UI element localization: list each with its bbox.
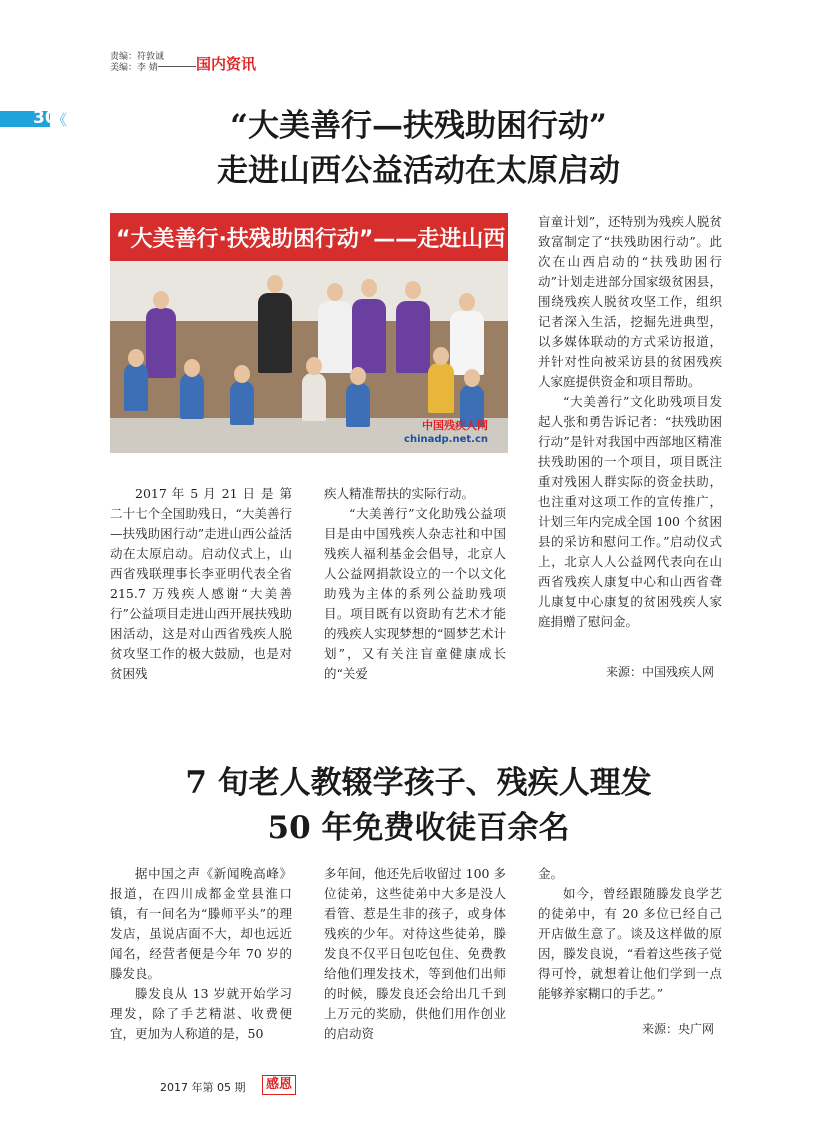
photo-head	[433, 347, 449, 365]
photo-watermark-name: 中国残疾人网	[422, 419, 488, 432]
article2-column2	[324, 864, 506, 1044]
photo-watermark-url: chinadp.net.cn	[404, 434, 488, 445]
photo-child	[346, 383, 370, 427]
article2-column3	[538, 864, 722, 1004]
article1-col3-paragraph: 盲童计划”，还特别为残疾人脱贫致富制定了“扶残助困行动”。此次在山西启动的“扶残助困行动”计划走进部分国家级贫困县，围绕残疾人脱贫攻坚工作，组织记者深入生活，挖掘先进典型，以多媒体联动的方式采访报道，并针对性向被采访县的贫困残疾人家庭提供资金和项目帮助。	[538, 214, 722, 389]
photo-child	[428, 363, 454, 413]
issue-label: 2017 年第 05 期	[160, 1081, 246, 1094]
article1-col2-paragraph: 疾人精准帮扶的实际行动。	[324, 486, 475, 501]
article2-source: 来源：央广网	[641, 1022, 714, 1036]
photo-person	[396, 301, 430, 373]
magazine-logo: 感恩	[262, 1075, 296, 1095]
article1-col3-paragraph: “大美善行”文化助残项目发起人张和勇告诉记者：“扶残助困行动”是针对我国中西部地区精准扶残助困的一个项目，项目既注重对残困人群实际的资金扶助，也注重对这项工作的宣传推广，计划三年内完成全国 100 个贫困县的采访和慰问工作。”启动仪式上，北京人人公益网代表向在山西省残疾人康复中心和山西省聋儿康复中心康复的贫困残疾人家庭捐赠了慰问金。	[538, 394, 722, 629]
photo-child	[180, 373, 204, 419]
photo-person	[352, 299, 386, 373]
article1-col1-paragraph: 2017 年 5 月 21 日 是 第二十七个全国助残日，“大美善行—扶残助困行动”走进山西公益活动在太原启动。启动仪式上，山西省残联理事长李亚明代表全省 215.7 万残疾人感谢“大美善行”公益项目走进山西开展扶残助困活动，这是对山西省残疾人脱贫攻坚工作的极大鼓励，也是对贫困残	[110, 486, 292, 681]
editor-credits	[110, 52, 164, 74]
photo-child	[124, 363, 148, 411]
article2-title-line2: 50 年免费收徒百余名	[267, 810, 570, 846]
article1-column3	[538, 212, 722, 632]
photo-head	[234, 365, 250, 383]
photo-child	[302, 373, 326, 421]
photo-head	[128, 349, 144, 367]
article1-column1	[110, 484, 292, 684]
photo-head	[184, 359, 200, 377]
header-divider	[158, 66, 196, 67]
photo-head	[464, 369, 480, 387]
article2-col1-paragraph: 滕发良从 13 岁就开始学习理发，除了手艺精湛、收费便宜，更加为人称道的是，50	[110, 986, 292, 1041]
article2-col1-paragraph: 据中国之声《新闻晚高峰》报道，在四川成都金堂县淮口镇，有一间名为“滕师平头”的理发店，虽说店面不大，却也远近闻名，经营者便是今年 70 岁的滕发良。	[110, 866, 292, 981]
photo-head	[306, 357, 322, 375]
article1-photo	[110, 213, 508, 453]
article1-column2	[324, 484, 506, 684]
page-arrows-icon: 《	[52, 111, 68, 129]
photo-person	[258, 293, 292, 373]
photo-person	[318, 301, 352, 373]
photo-banner-text: “大美善行·扶残助困行动”——走进山西	[116, 227, 506, 252]
article2-col3-paragraph: 金。	[538, 866, 564, 881]
photo-banner	[110, 213, 508, 261]
photo-head	[327, 283, 343, 301]
editor-line: 责编：符敦诚	[110, 52, 165, 62]
article2-col2-paragraph: 多年间，他还先后收留过 100 多位徒弟，这些徒弟中大多是没人看管、惹是生非的孩子，或身体残疾的少年。对待这些徒弟，滕发良不仅平日包吃包住、免费教给他们理发技术，等到他们出师的时候，滕发良还会给出几千到上万元的奖励，供他们用作创业的启动资	[324, 866, 506, 1041]
article2-column1	[110, 864, 292, 1044]
photo-person	[450, 311, 484, 375]
article2-title-line1: 7 旬老人教辍学孩子、残疾人理发	[185, 765, 652, 801]
article1-title-line2: 走进山西公益活动在太原启动	[217, 153, 620, 189]
article2-col3-paragraph: 如今，曾经跟随滕发良学艺的徒弟中，有 20 多位已经自己开店做生意了。谈及这样做的原因，滕发良说，“看着这些孩子觉得可怜，就想着让他们学到一点能够养家糊口的手艺。”	[538, 886, 722, 1001]
designer-line: 美编：李 婧	[110, 63, 158, 73]
section-title: 国内资讯	[196, 55, 257, 73]
photo-head	[405, 281, 421, 299]
photo-head	[267, 275, 283, 293]
article1-col2-paragraph: “大美善行”文化助残公益项目是由中国残疾人杂志社和中国残疾人福利基金会倡导，北京人人公益网捐款设立的一个以文化助残为主体的系列公益助残项目。项目既有以资助有艺术才能的残疾人实现梦想的“圆梦艺术计划”，又有关注盲童健康成长的“关爱	[324, 506, 506, 681]
page-number: 30	[33, 108, 57, 128]
photo-child	[230, 381, 254, 425]
photo-person	[146, 308, 176, 378]
article1-source: 来源：中国残疾人网	[605, 665, 714, 679]
photo-head	[350, 367, 366, 385]
photo-head	[459, 293, 475, 311]
photo-head	[361, 279, 377, 297]
photo-head	[153, 291, 169, 309]
article1-title-line1: “大美善行—扶残助困行动”	[230, 108, 607, 144]
